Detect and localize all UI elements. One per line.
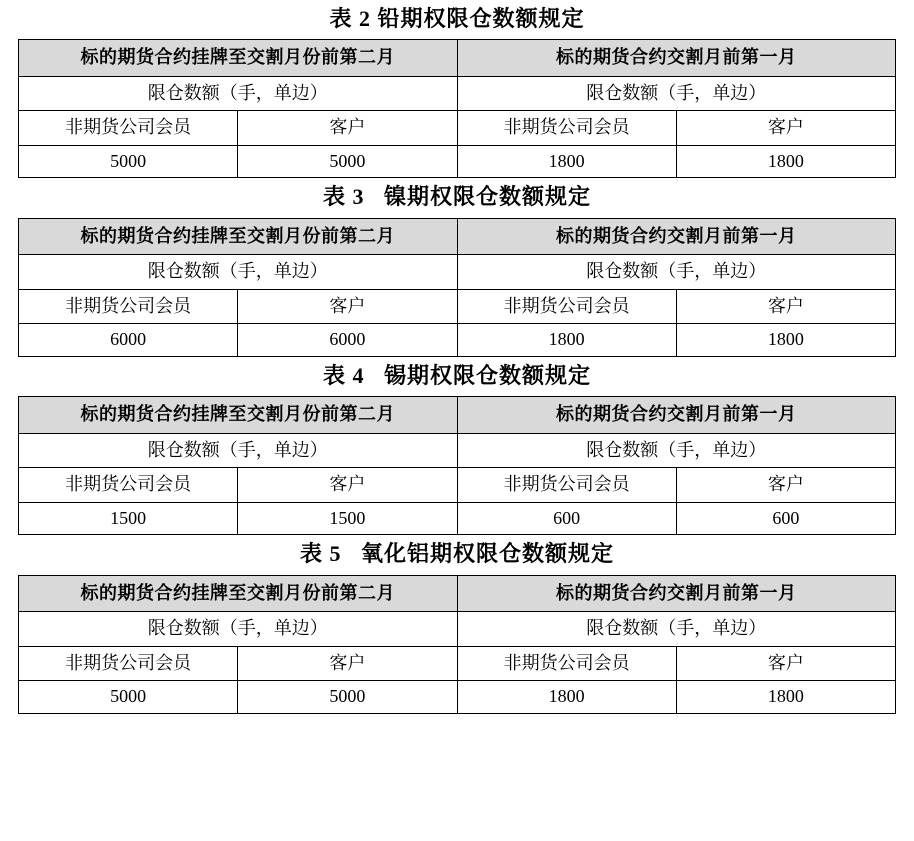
role-cell: 客户 [238, 468, 457, 503]
position-limit-table [18, 39, 896, 178]
value-cell: 1800 [457, 145, 676, 178]
value-cell: 6000 [238, 324, 457, 357]
column-header-period-2: 标的期货合约交割月前第一月 [457, 397, 896, 434]
table-row [19, 324, 896, 357]
table-block-2 [18, 0, 896, 178]
table-row [19, 502, 896, 535]
role-cell: 非期货公司会员 [19, 111, 238, 146]
table-block-3 [18, 178, 896, 356]
table-title: 表 2 铅期权限仓数额规定 [329, 6, 585, 31]
subheader-limit-1: 限仓数额（手，单边） [19, 76, 458, 111]
role-cell: 非期货公司会员 [457, 468, 676, 503]
value-cell: 5000 [19, 681, 238, 714]
position-limit-table [18, 218, 896, 357]
subheader-limit-1: 限仓数额（手，单边） [19, 255, 458, 290]
column-header-period-1: 标的期货合约挂牌至交割月份前第二月 [19, 397, 458, 434]
table-title: 表 3 镍期权限仓数额规定 [322, 184, 591, 210]
role-cell: 客户 [676, 111, 895, 146]
role-cell: 客户 [676, 468, 895, 503]
table-row [19, 76, 896, 111]
table-row [19, 40, 896, 77]
value-cell: 1500 [238, 502, 457, 535]
table-row [19, 468, 896, 503]
value-cell: 5000 [238, 145, 457, 178]
role-cell: 非期货公司会员 [457, 646, 676, 681]
role-cell: 非期货公司会员 [457, 111, 676, 146]
table-row [19, 433, 896, 468]
position-limit-table [18, 396, 896, 535]
table-title: 表 5 氧化铝期权限仓数额规定 [299, 541, 614, 567]
table-row [19, 612, 896, 647]
subheader-limit-1: 限仓数额（手，单边） [19, 612, 458, 647]
subheader-limit-2: 限仓数额（手，单边） [457, 255, 896, 290]
value-cell: 1800 [676, 324, 895, 357]
table-row [19, 646, 896, 681]
role-cell: 非期货公司会员 [19, 468, 238, 503]
table-title: 表 4 锡期权限仓数额规定 [322, 362, 591, 388]
value-cell: 1800 [676, 145, 895, 178]
value-cell: 5000 [238, 681, 457, 714]
table-row [19, 681, 896, 714]
column-header-period-1: 标的期货合约挂牌至交割月份前第二月 [19, 40, 458, 77]
value-cell: 600 [457, 502, 676, 535]
role-cell: 客户 [676, 646, 895, 681]
table-block-5 [18, 535, 896, 713]
subheader-limit-2: 限仓数额（手，单边） [457, 612, 896, 647]
table-row [19, 289, 896, 324]
value-cell: 1800 [676, 681, 895, 714]
role-cell: 非期货公司会员 [457, 289, 676, 324]
role-cell: 客户 [676, 289, 895, 324]
role-cell: 非期货公司会员 [19, 646, 238, 681]
value-cell: 600 [676, 502, 895, 535]
table-row [19, 145, 896, 178]
subheader-limit-2: 限仓数额（手，单边） [457, 433, 896, 468]
role-cell: 非期货公司会员 [19, 289, 238, 324]
role-cell: 客户 [238, 646, 457, 681]
table-row [19, 111, 896, 146]
table-row [19, 575, 896, 612]
column-header-period-2: 标的期货合约交割月前第一月 [457, 40, 896, 77]
table-row [19, 397, 896, 434]
position-limit-table [18, 575, 896, 714]
column-header-period-2: 标的期货合约交割月前第一月 [457, 575, 896, 612]
table-block-4 [18, 357, 896, 535]
role-cell: 客户 [238, 111, 457, 146]
value-cell: 1800 [457, 681, 676, 714]
table-row [19, 218, 896, 255]
value-cell: 1800 [457, 324, 676, 357]
column-header-period-2: 标的期货合约交割月前第一月 [457, 218, 896, 255]
subheader-limit-2: 限仓数额（手，单边） [457, 76, 896, 111]
column-header-period-1: 标的期货合约挂牌至交割月份前第二月 [19, 218, 458, 255]
table-row [19, 255, 896, 290]
role-cell: 客户 [238, 289, 457, 324]
value-cell: 5000 [19, 145, 238, 178]
subheader-limit-1: 限仓数额（手，单边） [19, 433, 458, 468]
value-cell: 1500 [19, 502, 238, 535]
value-cell: 6000 [19, 324, 238, 357]
column-header-period-1: 标的期货合约挂牌至交割月份前第二月 [19, 575, 458, 612]
